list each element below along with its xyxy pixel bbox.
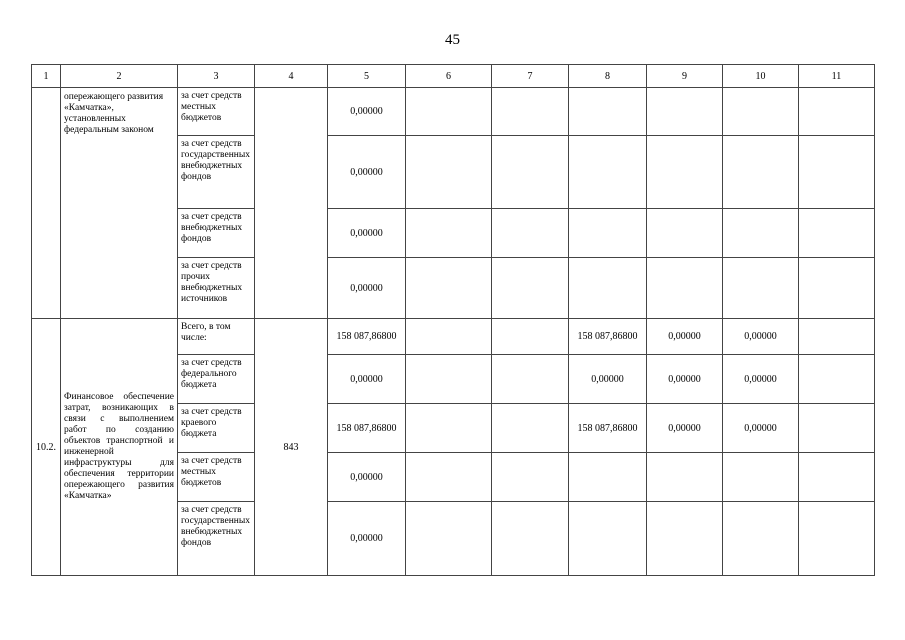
value-col9 <box>647 453 723 502</box>
value-col7 <box>492 209 569 258</box>
value-col11 <box>799 404 875 453</box>
value-col9 <box>647 88 723 136</box>
value-col10 <box>723 136 799 209</box>
value-col5: 158 087,86800 <box>328 319 406 355</box>
value-col11 <box>799 209 875 258</box>
row-index-cell <box>32 88 61 319</box>
value-col10 <box>723 209 799 258</box>
funding-source-cell: Всего, в том числе: <box>178 319 255 355</box>
value-col10 <box>723 502 799 576</box>
value-col5: 0,00000 <box>328 88 406 136</box>
value-col11 <box>799 453 875 502</box>
header-cell: 9 <box>647 65 723 88</box>
value-col10 <box>723 88 799 136</box>
value-col8: 158 087,86800 <box>569 404 647 453</box>
header-cell: 11 <box>799 65 875 88</box>
funding-source-cell: за счет средств местных бюджетов <box>178 453 255 502</box>
funding-source-cell: за счет средств местных бюджетов <box>178 88 255 136</box>
code-cell <box>255 88 328 319</box>
value-col9: 0,00000 <box>647 404 723 453</box>
value-col10 <box>723 453 799 502</box>
header-cell: 3 <box>178 65 255 88</box>
value-col6 <box>406 258 492 319</box>
header-row <box>32 65 875 88</box>
value-col9 <box>647 502 723 576</box>
code-cell: 843 <box>255 319 328 576</box>
header-cell: 2 <box>61 65 178 88</box>
value-col6 <box>406 209 492 258</box>
header-cell: 7 <box>492 65 569 88</box>
value-col6 <box>406 404 492 453</box>
value-col7 <box>492 136 569 209</box>
value-col8 <box>569 136 647 209</box>
value-col5: 0,00000 <box>328 502 406 576</box>
funding-source-cell: за счет средств федерального бюджета <box>178 355 255 404</box>
header-cell: 4 <box>255 65 328 88</box>
budget-table <box>31 64 875 576</box>
value-col11 <box>799 502 875 576</box>
row-index-cell: 10.2. <box>32 319 61 576</box>
value-col6 <box>406 88 492 136</box>
value-col10: 0,00000 <box>723 404 799 453</box>
value-col10 <box>723 258 799 319</box>
value-col5: 158 087,86800 <box>328 404 406 453</box>
header-cell: 6 <box>406 65 492 88</box>
value-col9 <box>647 136 723 209</box>
value-col7 <box>492 355 569 404</box>
value-col8 <box>569 88 647 136</box>
value-col7 <box>492 404 569 453</box>
header-cell: 1 <box>32 65 61 88</box>
value-col11 <box>799 88 875 136</box>
value-col9 <box>647 258 723 319</box>
value-col8: 0,00000 <box>569 355 647 404</box>
value-col8: 158 087,86800 <box>569 319 647 355</box>
value-col7 <box>492 258 569 319</box>
value-col9: 0,00000 <box>647 355 723 404</box>
value-col5: 0,00000 <box>328 209 406 258</box>
page-number: 45 <box>445 32 460 48</box>
value-col7 <box>492 319 569 355</box>
value-col6 <box>406 319 492 355</box>
measure-name-cell: опережающего развития «Камчатка», установленных федеральным законом <box>61 88 178 319</box>
value-col8 <box>569 258 647 319</box>
header-cell: 5 <box>328 65 406 88</box>
value-col11 <box>799 355 875 404</box>
value-col7 <box>492 88 569 136</box>
funding-source-cell: за счет средств государственных внебюджетных фондов <box>178 136 255 209</box>
value-col8 <box>569 209 647 258</box>
value-col9 <box>647 209 723 258</box>
value-col5: 0,00000 <box>328 453 406 502</box>
value-col8 <box>569 453 647 502</box>
value-col11 <box>799 319 875 355</box>
table-row <box>32 319 875 355</box>
header-cell: 10 <box>723 65 799 88</box>
table-row <box>32 88 875 136</box>
value-col6 <box>406 453 492 502</box>
value-col11 <box>799 136 875 209</box>
value-col6 <box>406 355 492 404</box>
value-col11 <box>799 258 875 319</box>
value-col7 <box>492 453 569 502</box>
funding-source-cell: за счет средств внебюджетных фондов <box>178 209 255 258</box>
value-col5: 0,00000 <box>328 355 406 404</box>
value-col10: 0,00000 <box>723 319 799 355</box>
value-col6 <box>406 502 492 576</box>
value-col10: 0,00000 <box>723 355 799 404</box>
value-col6 <box>406 136 492 209</box>
value-col7 <box>492 502 569 576</box>
funding-source-cell: за счет средств краевого бюджета <box>178 404 255 453</box>
funding-source-cell: за счет средств прочих внебюджетных источников <box>178 258 255 319</box>
funding-source-cell: за счет средств государственных внебюджетных фондов <box>178 502 255 576</box>
value-col5: 0,00000 <box>328 258 406 319</box>
measure-name-cell: Финансовое обеспечение затрат, возникающих в связи с выполнением работ по созданию объектов транспортной и инженерной инфраструктуры для обеспечения территории опережающего развития «Камчатка» <box>61 319 178 576</box>
value-col8 <box>569 502 647 576</box>
value-col5: 0,00000 <box>328 136 406 209</box>
header-cell: 8 <box>569 65 647 88</box>
value-col9: 0,00000 <box>647 319 723 355</box>
